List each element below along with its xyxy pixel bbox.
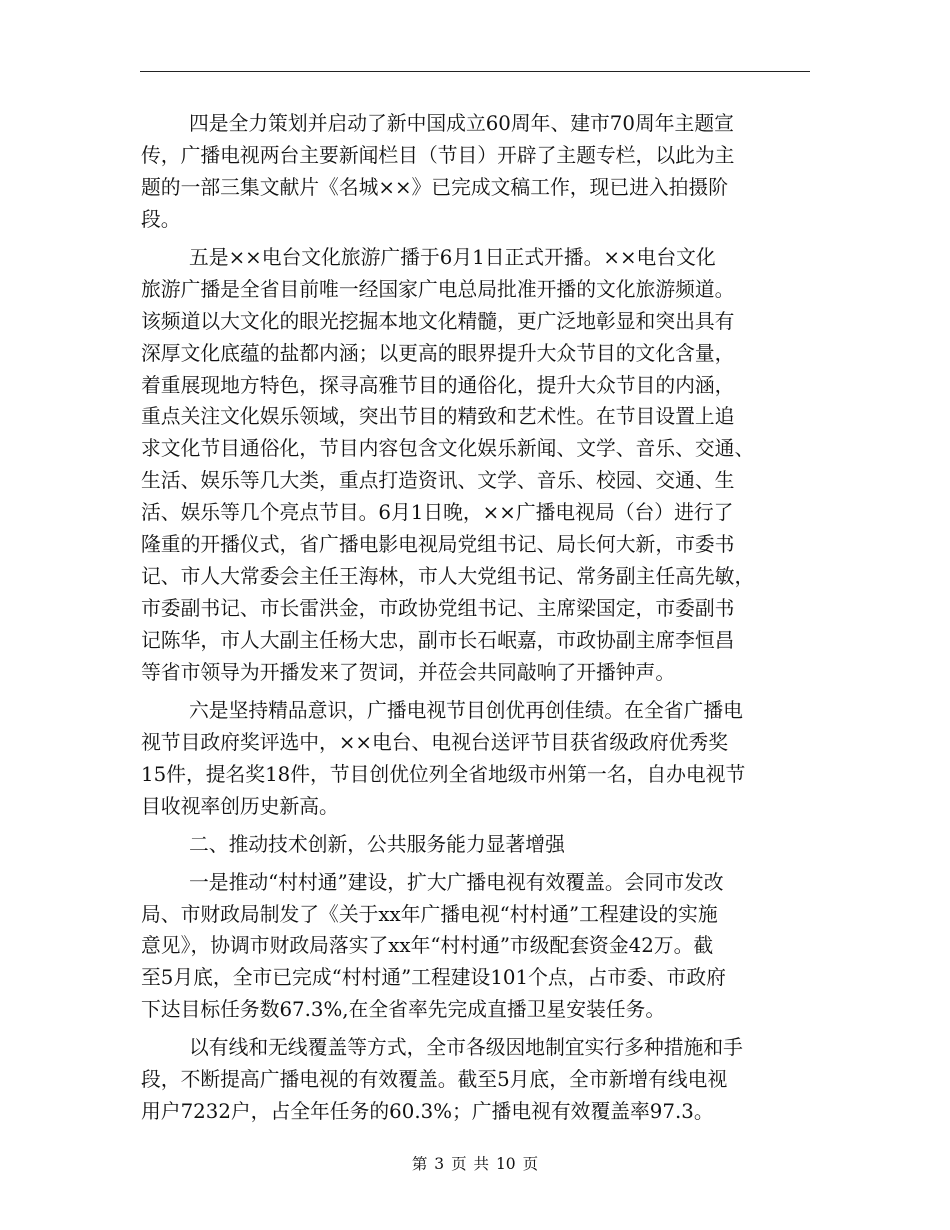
text-line: 二、推动技术创新，公共服务能力显著增强 xyxy=(189,832,565,856)
page-footer xyxy=(0,1153,950,1175)
text-line: 该频道以大文化的眼光挖掘本地文化精髓，更广泛地彰显和突出具有 xyxy=(141,309,735,333)
text-line: 四是全力策划并启动了新中国成立60周年、建市70周年主题宣 xyxy=(189,112,734,135)
text-line: 局、市财政局制发了《关于xx年广播电视“村村通”工程建设的实施 xyxy=(141,902,718,926)
text-line: 生活、娱乐等几大类，重点打造资讯、文学、音乐、校园、交通、生 xyxy=(141,469,735,493)
text-line: 五是××电台文化旅游广播于6月1日正式开播。××电台文化 xyxy=(189,245,716,269)
text-line: 等省市领导为开播发来了贺词，并莅会共同敲响了开播钟声。 xyxy=(141,660,676,684)
section-heading-2 xyxy=(141,829,809,861)
page-number: 第 3 页 共 10 页 xyxy=(411,1155,539,1173)
text-line: 深厚文化底蕴的盐都内涵；以更高的眼界提升大众节目的文化含量， xyxy=(141,341,735,365)
text-line: 段。 xyxy=(141,207,181,231)
text-line: 市委副书记、市长雷洪金，市政协党组书记、主席梁国定，市委副书 xyxy=(141,597,735,621)
text-line: 六是坚持精品意识，广播电视节目创优再创佳绩。在全省广播电 xyxy=(189,698,743,722)
text-line: 以有线和无线覆盖等方式，全市各级因地制宜实行多种措施和手 xyxy=(189,1036,743,1060)
text-line: 传，广播电视两台主要新闻栏目（节目）开辟了主题专栏，以此为主 xyxy=(141,143,735,167)
text-line: 段，不断提高广播电视的有效覆盖。截至5月底，全市新增有线电视 xyxy=(141,1068,728,1092)
header-rule xyxy=(140,71,810,72)
paragraph-village-coverage xyxy=(141,867,809,1027)
text-line: 记陈华，市人大副主任杨大忠，副市长石岷嘉，市政协副主席李恒昌 xyxy=(141,629,735,652)
paragraph-4-theme-publicity xyxy=(141,108,809,236)
text-line: 一是推动“村村通”建设，扩大广播电视有效覆盖。会同市发改 xyxy=(189,870,724,894)
text-line: 记、市人大常委会主任王海林，市人大党组书记、常务副主任高先敏， xyxy=(141,565,755,589)
paragraph-6-quality-programs xyxy=(141,695,809,823)
text-line: 旅游广播是全省目前唯一经国家广电总局批准开播的文化旅游频道。 xyxy=(141,277,735,301)
text-line: 重点关注文化娱乐领域，突出节目的精致和艺术性。在节目设置上追 xyxy=(141,405,735,429)
text-line: 15件，提名奖18件，节目创优位列全省地级市州第一名，自办电视节 xyxy=(141,762,746,786)
text-line: 着重展现地方特色，探寻高雅节目的通俗化，提升大众节目的内涵， xyxy=(141,373,735,397)
paragraph-5-tourism-radio xyxy=(141,242,809,689)
paragraph-cable-wireless xyxy=(141,1032,809,1128)
text-line: 隆重的开播仪式，省广播电影电视局党组书记、局长何大新，市委书 xyxy=(141,533,735,557)
document-body xyxy=(141,108,809,1128)
text-line: 求文化节目通俗化，节目内容包含文化娱乐新闻、文学、音乐、交通、 xyxy=(141,437,755,461)
text-line: 下达目标任务数67.3%,在全省率先完成直播卫星安装任务。 xyxy=(141,998,666,1022)
text-line: 目收视率创历史新高。 xyxy=(141,794,339,818)
text-line: 活、娱乐等几个亮点节目。6月1日晚，××广播电视局（台）进行了 xyxy=(141,501,734,525)
text-line: 视节目政府奖评选中，××电台、电视台送评节目获省级政府优秀奖 xyxy=(141,730,729,754)
text-line: 题的一部三集文献片《名城××》已完成文稿工作，现已进入拍摄阶 xyxy=(141,175,729,199)
text-line: 至5月底，全市已完成“村村通”工程建设101个点，占市委、市政府 xyxy=(141,966,726,990)
text-line: 用户7232户，占全年任务的60.3%；广播电视有效覆盖率97.3。 xyxy=(141,1100,714,1124)
text-line: 意见》，协调市财政局落实了xx年“村村通”市级配套资金42万。截 xyxy=(141,934,714,958)
